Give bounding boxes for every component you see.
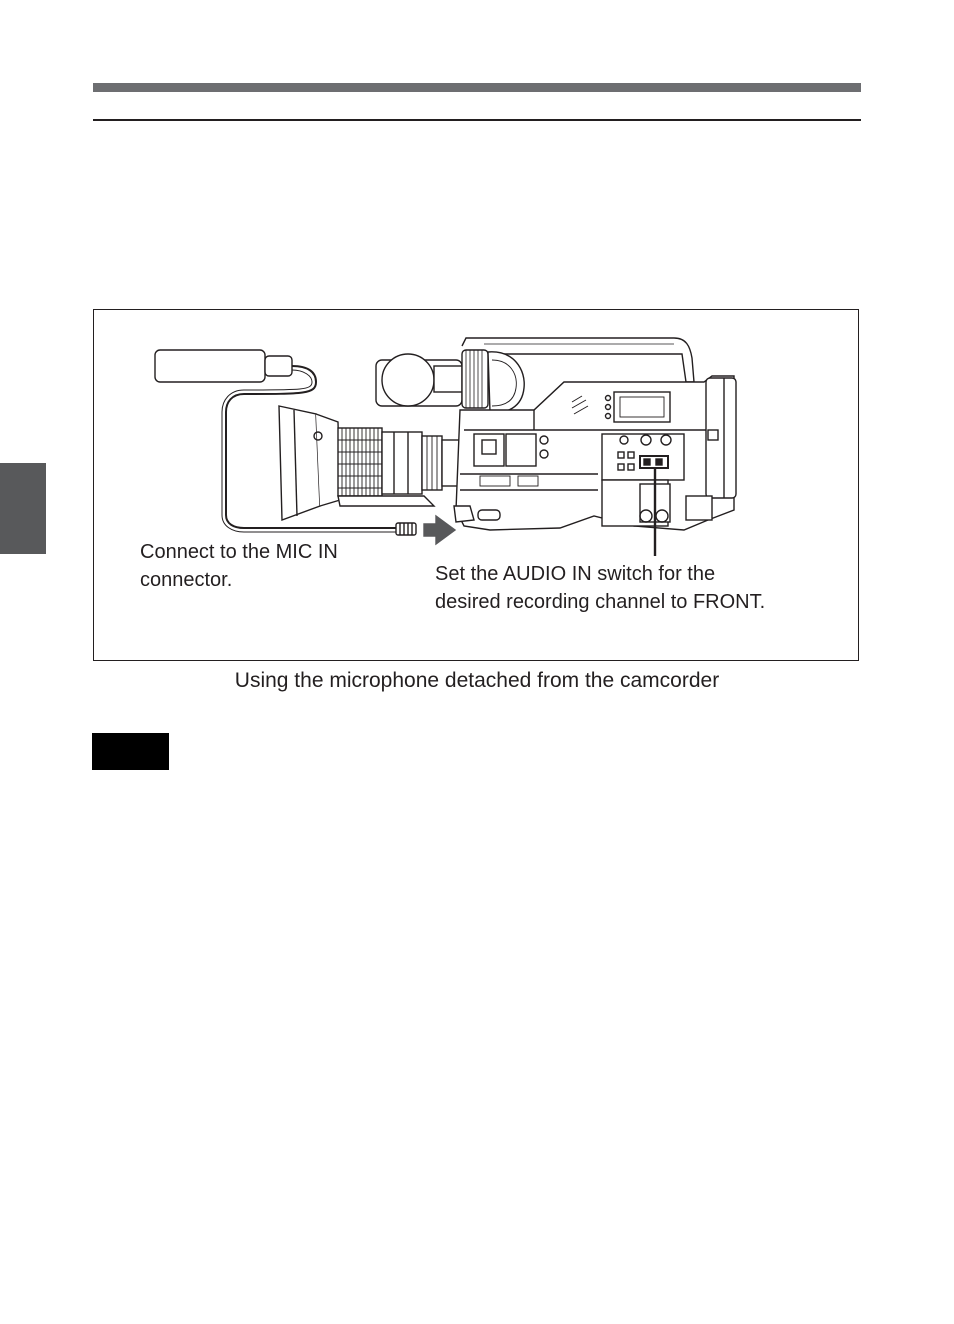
- note-badge: [92, 733, 169, 770]
- mic-in-label: [140, 538, 338, 594]
- audio-in-label-line2: desired recording channel to FRONT.: [435, 591, 766, 613]
- mic-in-label-line2: connector.: [140, 569, 233, 591]
- figure-frame: [93, 309, 859, 661]
- lens-drawing: [279, 406, 460, 520]
- chapter-tab: [0, 463, 46, 554]
- arrow-icon: [424, 516, 455, 544]
- audio-in-label-line1: Set the AUDIO IN switch for the: [435, 563, 716, 585]
- header-bar: [93, 83, 861, 92]
- audio-in-label: [435, 560, 765, 616]
- mic-in-label-line1: Connect to the MIC IN: [140, 541, 338, 563]
- figure-caption: Using the microphone detached from the camcorder: [234, 669, 720, 692]
- header-rule: [93, 119, 861, 121]
